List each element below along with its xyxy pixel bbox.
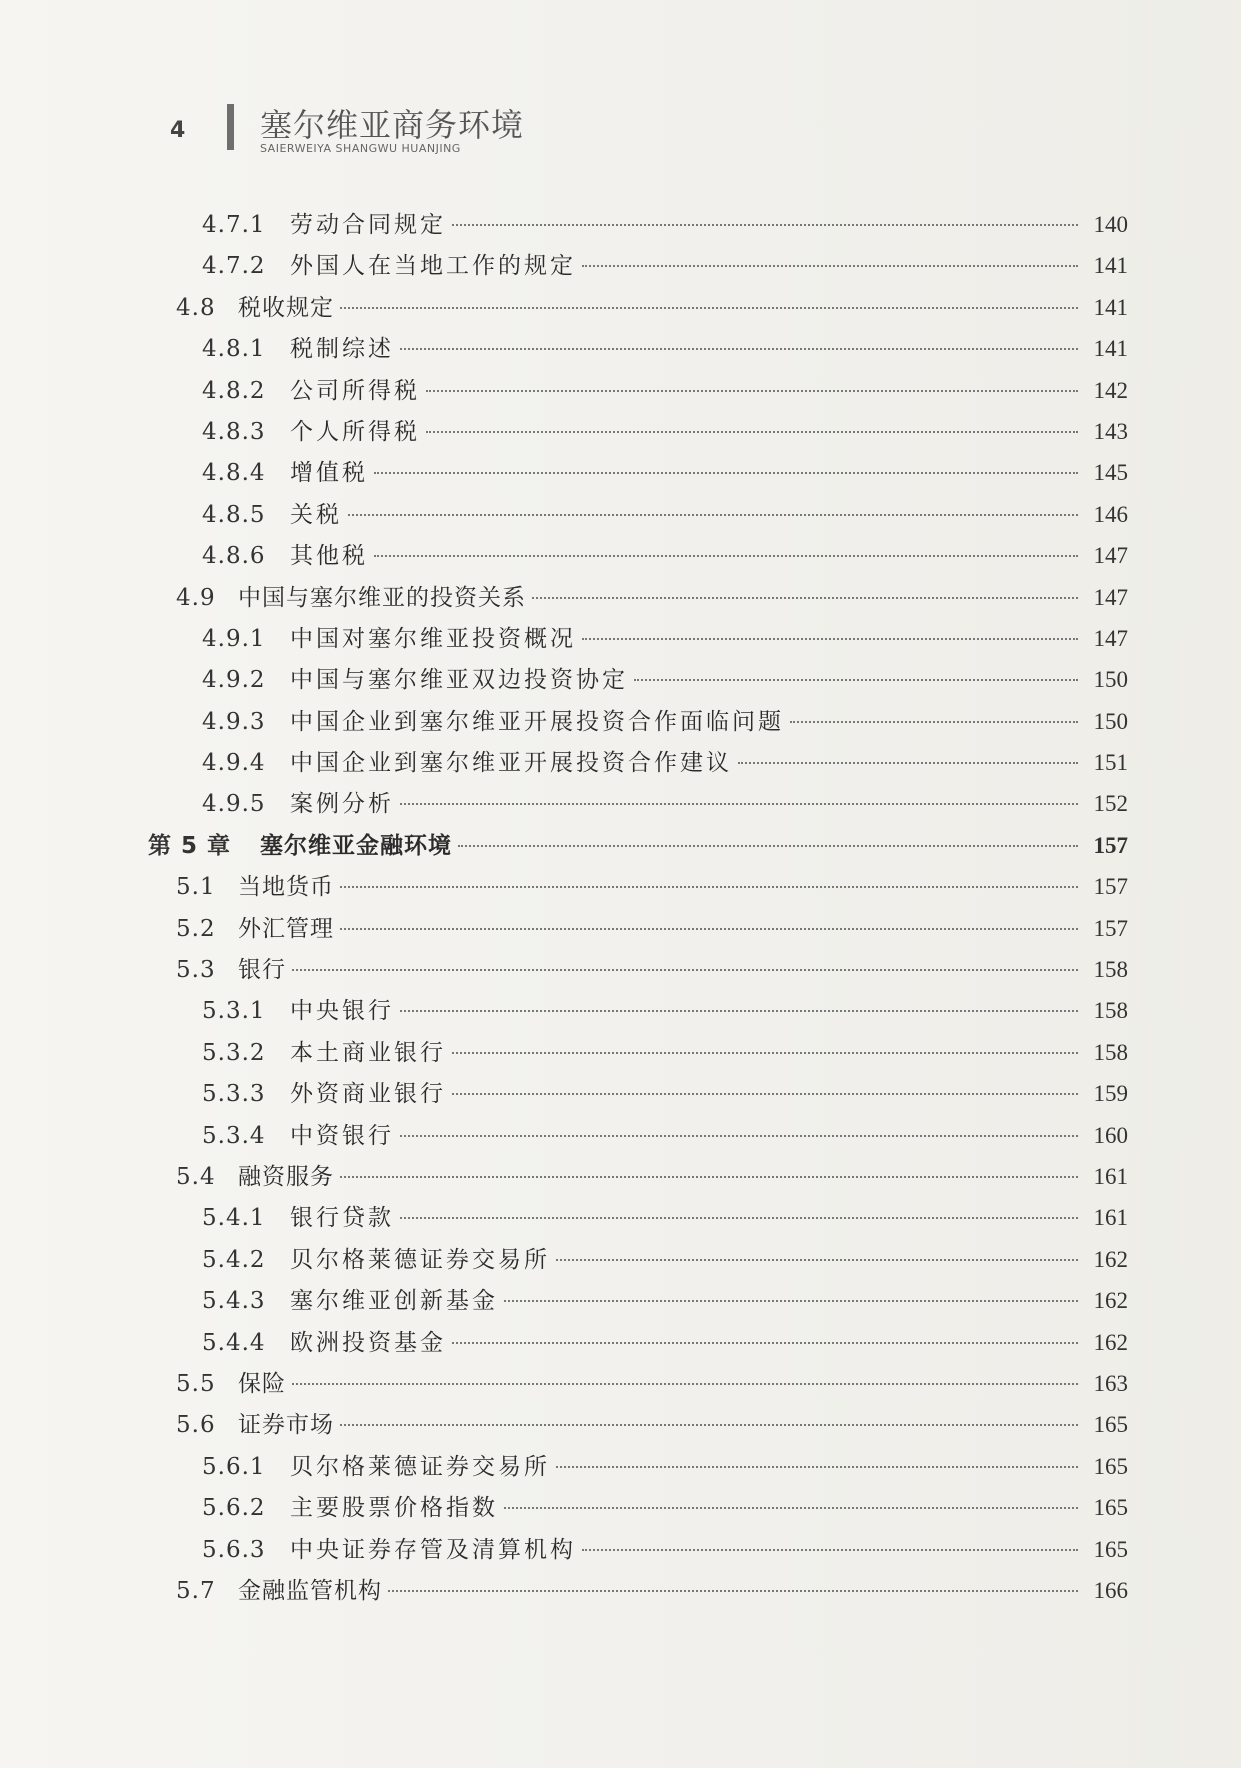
dot-leader [292, 1383, 1078, 1385]
dot-leader [340, 886, 1078, 888]
toc-entry-number: 4.8.4 [202, 460, 266, 487]
toc-entry-number: 5.7 [176, 1577, 216, 1604]
toc-entry-title: 融资服务 [238, 1163, 334, 1190]
toc-entry [148, 1446, 1128, 1487]
dot-leader [452, 1342, 1078, 1344]
dot-leader [738, 762, 1078, 764]
toc-entry-page: 159 [1093, 1081, 1128, 1107]
toc-chapter-entry [148, 825, 1128, 866]
toc-entry [148, 411, 1128, 452]
dot-leader [400, 1135, 1078, 1137]
toc-entry-number: 4.9.2 [202, 667, 266, 694]
dot-leader [400, 348, 1078, 350]
dot-leader [400, 1010, 1078, 1012]
toc-entry-page: 158 [1093, 1039, 1128, 1065]
dot-leader [374, 555, 1078, 557]
toc-entry-page: 143 [1093, 418, 1128, 444]
toc-entry-page: 157 [1093, 874, 1128, 900]
toc-entry-page: 157 [1093, 915, 1128, 941]
toc-entry [148, 783, 1128, 824]
toc-entry-page: 150 [1093, 667, 1128, 693]
toc-entry-title: 公司所得税 [290, 377, 420, 404]
toc-entry-page: 147 [1093, 584, 1128, 610]
toc-entry [148, 618, 1128, 659]
dot-leader [426, 390, 1078, 392]
dot-leader [426, 431, 1078, 433]
dot-leader [292, 969, 1078, 971]
toc-entry [148, 1239, 1128, 1280]
dot-leader [582, 265, 1078, 267]
toc-entry-page: 140 [1093, 212, 1128, 237]
toc-entry-title: 其他税 [290, 543, 368, 570]
toc-entry-page: 161 [1093, 1205, 1128, 1231]
toc-entry-page: 152 [1093, 791, 1128, 817]
dot-leader [348, 514, 1078, 516]
toc-entry-number: 5.3.3 [202, 1081, 266, 1108]
toc-entry-page: 165 [1093, 1453, 1128, 1479]
page-number: 4 [170, 118, 186, 143]
toc-entry-number: 4.8.5 [202, 501, 266, 528]
toc-entry-number: 4.7.2 [202, 253, 266, 280]
toc-entry-number: 4.8.6 [202, 543, 266, 570]
toc-entry-page: 160 [1093, 1122, 1128, 1148]
dot-leader [400, 1217, 1078, 1219]
dot-leader [340, 1176, 1078, 1178]
toc-entry-number: 5.6.2 [202, 1495, 266, 1522]
toc-entry-page: 163 [1093, 1370, 1128, 1396]
toc-entry [148, 1570, 1128, 1611]
toc-entry-page: 150 [1093, 708, 1128, 734]
toc-entry [148, 287, 1128, 328]
toc-entry [148, 1115, 1128, 1156]
dot-leader [452, 1093, 1078, 1095]
toc-entry-number: 4.8.1 [202, 336, 266, 363]
toc-entry-title: 中国与塞尔维亚双边投资协定 [290, 667, 628, 694]
toc-entry-page: 165 [1093, 1412, 1128, 1438]
toc-entry-page: 165 [1093, 1495, 1128, 1521]
toc-entry-title: 个人所得税 [290, 418, 420, 445]
toc-entry [148, 1322, 1128, 1363]
toc-entry-number: 5.4 [176, 1163, 216, 1190]
toc-entry-title: 外国人在当地工作的规定 [290, 253, 576, 280]
toc-entry-page: 161 [1093, 1163, 1128, 1189]
toc-entry-number: 4.8.3 [202, 418, 266, 445]
toc-entry-number: 4.9 [176, 584, 216, 611]
toc-entry [148, 452, 1128, 493]
toc-entry-number: 4.7.1 [202, 212, 266, 238]
dot-leader [388, 1590, 1078, 1592]
dot-leader [556, 1466, 1078, 1468]
book-title: 塞尔维亚商务环境 [260, 106, 525, 144]
table-of-contents [148, 204, 1128, 1611]
toc-entry-page: 157 [1093, 832, 1128, 858]
toc-entry-number: 5.4.2 [202, 1246, 266, 1273]
toc-entry [148, 535, 1128, 576]
toc-entry-title: 劳动合同规定 [290, 212, 446, 238]
toc-entry-title: 中国企业到塞尔维亚开展投资合作面临问题 [290, 708, 784, 735]
toc-entry-page: 162 [1093, 1246, 1128, 1272]
toc-entry-page: 158 [1093, 957, 1128, 983]
dot-leader [452, 1052, 1078, 1054]
toc-entry-number: 4.8 [176, 294, 216, 321]
toc-entry-title: 中央证券存管及清算机构 [290, 1536, 576, 1563]
toc-entry [148, 1280, 1128, 1321]
toc-entry-title: 中资银行 [290, 1122, 394, 1149]
toc-entry [148, 1197, 1128, 1238]
toc-entry-number: 4.9.4 [202, 750, 266, 777]
toc-entry-page: 162 [1093, 1288, 1128, 1314]
toc-entry-number: 5.3 [176, 957, 216, 984]
toc-entry [148, 1529, 1128, 1570]
toc-entry-title: 证券市场 [238, 1412, 334, 1439]
dot-leader [790, 721, 1078, 723]
toc-entry-number: 5.6 [176, 1412, 216, 1439]
toc-entry-title: 保险 [238, 1370, 286, 1397]
toc-entry-number: 5.1 [176, 874, 216, 901]
toc-entry-page: 146 [1093, 501, 1128, 527]
toc-entry-number: 4.8.2 [202, 377, 266, 404]
toc-entry-number: 5.4.1 [202, 1205, 266, 1232]
toc-entry-page: 158 [1093, 998, 1128, 1024]
toc-entry-title: 外汇管理 [238, 915, 334, 942]
toc-entry [148, 990, 1128, 1031]
toc-entry-title: 中国对塞尔维亚投资概况 [290, 625, 576, 652]
toc-entry [148, 1487, 1128, 1528]
toc-entry-page: 165 [1093, 1536, 1128, 1562]
toc-entry-page: 141 [1093, 253, 1128, 279]
toc-entry [148, 1156, 1128, 1197]
toc-entry [148, 701, 1128, 742]
toc-entry-page: 166 [1093, 1577, 1128, 1603]
toc-entry-title: 贝尔格莱德证券交易所 [290, 1453, 550, 1480]
toc-entry [148, 204, 1128, 245]
toc-entry-number: 5.5 [176, 1370, 216, 1397]
toc-entry-title: 塞尔维亚创新基金 [290, 1288, 498, 1315]
toc-entry-number: 4.9.1 [202, 625, 266, 652]
toc-entry [148, 949, 1128, 990]
dot-leader [532, 597, 1078, 599]
toc-entry-title: 主要股票价格指数 [290, 1495, 498, 1522]
header-divider-bar [227, 104, 234, 150]
toc-entry-title: 案例分析 [290, 791, 394, 818]
toc-entry [148, 577, 1128, 618]
toc-entry-title: 银行贷款 [290, 1205, 394, 1232]
toc-entry [148, 1032, 1128, 1073]
toc-entry-title: 中国与塞尔维亚的投资关系 [238, 584, 526, 611]
dot-leader [582, 1549, 1078, 1551]
toc-entry-page: 145 [1093, 460, 1128, 486]
toc-entry [148, 370, 1128, 411]
toc-entry-number: 5.3.2 [202, 1039, 266, 1066]
dot-leader [634, 679, 1078, 681]
book-title-pinyin: SAIERWEIYA SHANGWU HUANJING [260, 142, 461, 155]
toc-entry-number: 4.9.5 [202, 791, 266, 818]
toc-entry [148, 1363, 1128, 1404]
toc-entry-number: 5.4.3 [202, 1288, 266, 1315]
toc-entry-number: 5.4.4 [202, 1329, 266, 1356]
dot-leader [340, 1424, 1078, 1426]
toc-entry [148, 742, 1128, 783]
dot-leader [504, 1300, 1078, 1302]
toc-entry-title: 中国企业到塞尔维亚开展投资合作建议 [290, 750, 732, 777]
toc-entry [148, 245, 1128, 286]
toc-entry-page: 141 [1093, 336, 1128, 362]
dot-leader [556, 1259, 1078, 1261]
toc-entry-title: 贝尔格莱德证券交易所 [290, 1246, 550, 1273]
toc-entry-number: 4.9.3 [202, 708, 266, 735]
toc-entry-title: 金融监管机构 [238, 1577, 382, 1604]
toc-entry [148, 659, 1128, 700]
toc-entry-number: 5.6.1 [202, 1453, 266, 1480]
toc-entry-page: 147 [1093, 543, 1128, 569]
toc-entry-page: 147 [1093, 625, 1128, 651]
toc-entry-page: 151 [1093, 750, 1128, 776]
dot-leader [458, 845, 1078, 847]
toc-entry-title: 当地货币 [238, 874, 334, 901]
dot-leader [452, 224, 1078, 226]
toc-entry [148, 1073, 1128, 1114]
toc-entry-title: 税收规定 [238, 294, 334, 321]
toc-entry-number: 5.3.4 [202, 1122, 266, 1149]
toc-entry-page: 142 [1093, 377, 1128, 403]
toc-entry [148, 908, 1128, 949]
dot-leader [504, 1507, 1078, 1509]
toc-entry-number: 5.3.1 [202, 998, 266, 1025]
toc-entry-title: 增值税 [290, 460, 368, 487]
toc-entry-page: 162 [1093, 1329, 1128, 1355]
toc-entry-number: 5.6.3 [202, 1536, 266, 1563]
dot-leader [340, 928, 1078, 930]
toc-entry [148, 866, 1128, 907]
toc-entry-title: 税制综述 [290, 336, 394, 363]
toc-entry [148, 328, 1128, 369]
toc-entry-title: 塞尔维亚金融环境 [260, 832, 452, 859]
toc-entry [148, 1404, 1128, 1445]
toc-entry-title: 关税 [290, 501, 342, 528]
dot-leader [582, 638, 1078, 640]
toc-entry-title: 中央银行 [290, 998, 394, 1025]
toc-entry [148, 494, 1128, 535]
dot-leader [400, 803, 1078, 805]
toc-entry-title: 外资商业银行 [290, 1081, 446, 1108]
dot-leader [340, 307, 1078, 309]
toc-entry-page: 141 [1093, 294, 1128, 320]
dot-leader [374, 472, 1078, 474]
toc-entry-number: 5.2 [176, 915, 216, 942]
toc-entry-number: 第 5 章 [148, 832, 232, 859]
toc-entry-title: 银行 [238, 957, 286, 984]
toc-entry-title: 本土商业银行 [290, 1039, 446, 1066]
toc-entry-title: 欧洲投资基金 [290, 1329, 446, 1356]
